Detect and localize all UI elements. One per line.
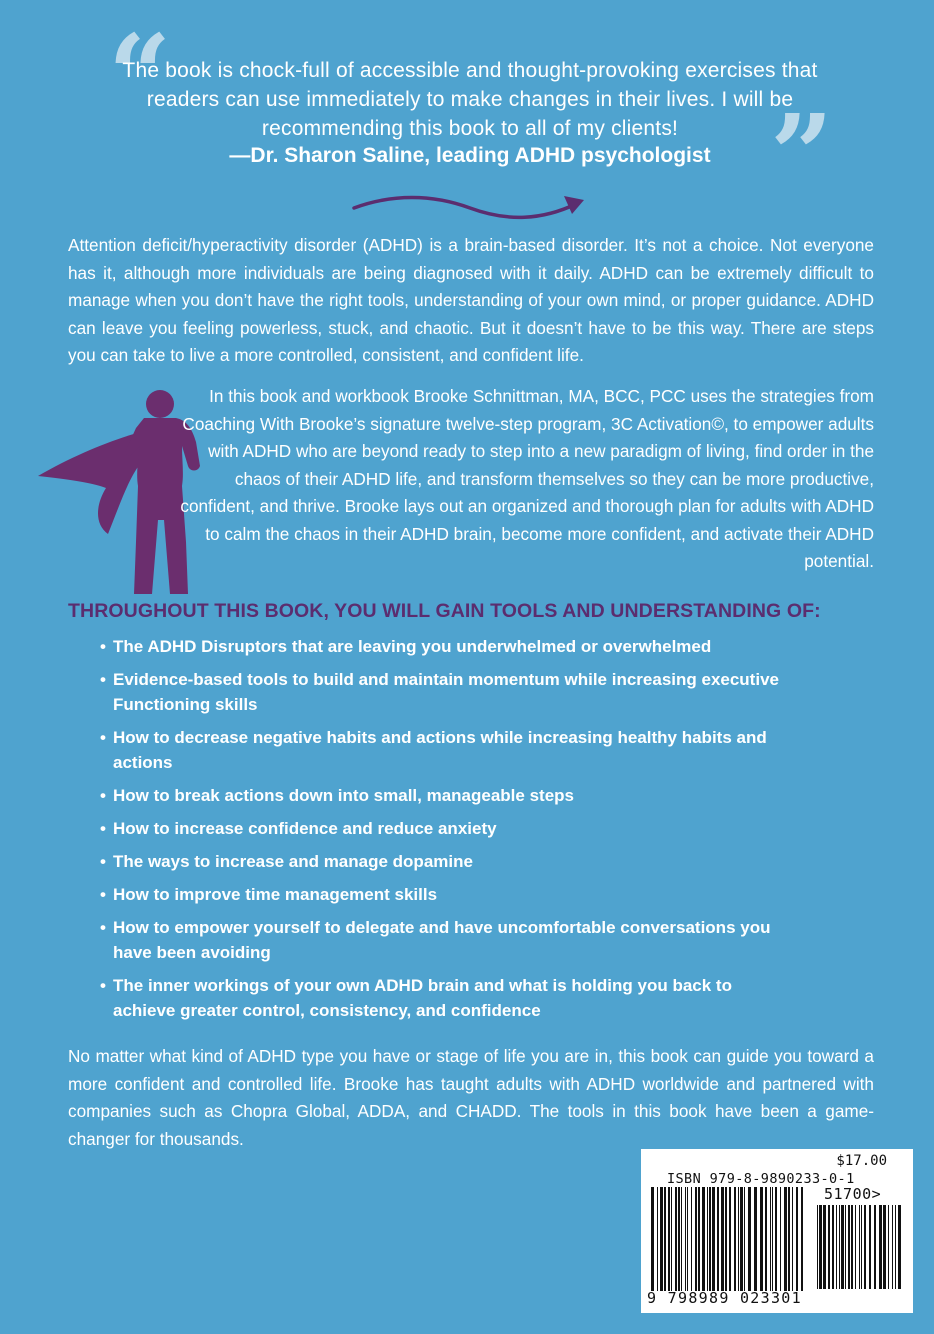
barcode-stripe	[792, 1187, 793, 1291]
barcode-stripe	[691, 1187, 692, 1291]
barcode-stripe	[817, 1205, 818, 1289]
barcode-stripe	[892, 1205, 893, 1289]
barcode-stripe	[848, 1205, 850, 1289]
bullet-dot-icon: •	[100, 885, 106, 904]
list-item-text: How to increase confidence and reduce anxiety	[113, 819, 497, 838]
list-item	[100, 849, 780, 874]
list-item-text: How to break actions down into small, manageable steps	[113, 786, 574, 805]
closing-paragraph: No matter what kind of ADHD type you have or stage of life you are in, this book can guide you toward a more confident and controlled life. Brooke has taught adults with ADHD worldwide and partnered with companies such as Chopra Global, ADDA, and CHADD. The tools in this book have been a game-changer for thousands.	[68, 1046, 874, 1149]
benefits-list	[100, 634, 780, 1031]
barcode-stripe	[823, 1205, 826, 1289]
list-item	[100, 725, 780, 775]
barcode-stripe	[869, 1205, 871, 1289]
barcode-stripe	[836, 1205, 837, 1289]
list-item-text: The ADHD Disruptors that are leaving you underwhelmed or overwhelmed	[113, 637, 712, 656]
list-item-text: How to decrease negative habits and actions while increasing healthy habits and actions	[113, 728, 767, 772]
intro-paragraph: Attention deficit/hyperactivity disorder (ADHD) is a brain-based disorder. It’s not a choice. Not everyone has it, although more individuals are being diagnosed with it daily. ADHD can be extremely difficult to manage when you don’t have the right tools, understanding of your own mind, or proper guidance. ADHD can leave you feeling powerless, stuck, and chaotic. But it doesn’t have to be this way. There are steps you can take to live a more controlled, consistent, and confident life.	[68, 235, 874, 365]
barcode-stripe	[832, 1205, 834, 1289]
bullet-dot-icon: •	[100, 819, 106, 838]
list-item	[100, 783, 780, 808]
section-heading: THROUGHOUT THIS BOOK, YOU WILL GAIN TOOLS AND UNDERSTANDING OF:	[68, 600, 821, 622]
bullet-dot-icon: •	[100, 637, 106, 656]
barcode-stripe	[861, 1205, 862, 1289]
barcode-stripe	[819, 1205, 822, 1289]
barcode-stripe	[685, 1187, 686, 1291]
open-quote-icon: “	[108, 10, 172, 139]
barcode-stripe	[859, 1205, 860, 1289]
barcode-stripe	[671, 1187, 672, 1291]
bullet-dot-icon: •	[100, 728, 106, 747]
barcode-stripe	[657, 1187, 658, 1291]
endorsement-quote: The book is chock-full of accessible and thought-provoking exercises that readers can use immediately to make changes in their lives. I will be recommending this book to all of my clients!	[122, 59, 818, 140]
list-item	[100, 816, 780, 841]
barcode-stripe	[879, 1205, 882, 1289]
barcode-stripe	[788, 1187, 790, 1291]
barcode-stripe	[712, 1187, 715, 1291]
price-barcode	[815, 1205, 905, 1289]
price-label: $17.00	[836, 1153, 887, 1169]
list-item-text: The inner workings of your own ADHD brain and what is holding you back to achieve greater control, consistency, and confidence	[113, 976, 732, 1020]
barcode-stripe	[651, 1187, 654, 1291]
barcode-stripe	[707, 1187, 708, 1291]
supplement-code: 51700>	[824, 1185, 882, 1203]
barcode-stripe	[729, 1187, 731, 1291]
barcode-stripe	[734, 1187, 736, 1291]
barcode-stripe	[660, 1187, 663, 1291]
list-item	[100, 915, 780, 965]
barcode-stripe	[888, 1205, 889, 1289]
close-quote-icon: ”	[770, 90, 834, 219]
barcode-stripe	[841, 1205, 844, 1289]
barcode-stripe	[709, 1187, 711, 1291]
barcode-stripe	[874, 1205, 876, 1289]
barcode-stripe	[765, 1187, 767, 1291]
barcode-stripe	[675, 1187, 677, 1291]
barcode-stripe	[754, 1187, 757, 1291]
barcode-stripe	[855, 1205, 856, 1289]
list-item-text: Evidence-based tools to build and maintain momentum while increasing executive Functioning skills	[113, 670, 779, 714]
author-paragraph: In this book and workbook Brooke Schnittman, MA, BCC, PCC uses the strategies from Coaching With Brooke’s signature twelve-step program, 3C Activation©, to empower adults with ADHD who are beyond ready to step into a new paradigm of living, find order in the chaos of their ADHD life, and transform themselves so they can be more productive, confident, and thrive. Brooke lays out an organized and thorough plan for adults with ADHD to calm the chaos in their ADHD brain, become more confident, and activate their ADHD potential.	[180, 386, 874, 571]
list-item	[100, 882, 780, 907]
barcode-stripe	[698, 1187, 700, 1291]
barcode-stripe	[748, 1187, 751, 1291]
barcode-stripe	[851, 1205, 853, 1289]
barcode-stripe	[760, 1187, 763, 1291]
barcode-stripe	[721, 1187, 724, 1291]
bullet-dot-icon: •	[100, 786, 106, 805]
barcode-stripe	[664, 1187, 666, 1291]
barcode-stripe	[695, 1187, 697, 1291]
list-item-text: How to empower yourself to delegate and have uncomfortable conversations you have been avoiding	[113, 918, 771, 962]
bullet-dot-icon: •	[100, 918, 106, 937]
bullet-dot-icon: •	[100, 670, 106, 689]
barcode-stripe	[780, 1187, 781, 1291]
list-item-text: The ways to increase and manage dopamine	[113, 852, 473, 871]
isbn-digits: 9 798989 023301	[647, 1289, 802, 1307]
barcode-stripe	[738, 1187, 739, 1291]
list-item	[100, 973, 780, 1023]
list-item	[100, 667, 780, 717]
list-item	[100, 634, 780, 659]
barcode-stripe	[668, 1187, 670, 1291]
bullet-dot-icon: •	[100, 852, 106, 871]
bullet-dot-icon: •	[100, 976, 106, 995]
barcode-stripe	[744, 1187, 745, 1291]
endorsement-attribution: —Dr. Sharon Saline, leading ADHD psychologist	[229, 144, 711, 167]
barcode-stripe	[864, 1205, 866, 1289]
swoosh-arrow-icon	[352, 190, 588, 222]
barcode-stripe	[725, 1187, 727, 1291]
barcode-stripe	[702, 1187, 705, 1291]
barcode-stripe	[717, 1187, 719, 1291]
barcode-stripe	[796, 1187, 798, 1291]
list-item-text: How to improve time management skills	[113, 885, 438, 904]
barcode-stripe	[770, 1187, 771, 1291]
barcode-stripe	[784, 1187, 787, 1291]
barcode-stripe	[681, 1187, 682, 1291]
barcode-stripe	[678, 1187, 680, 1291]
barcode-stripe	[883, 1205, 886, 1289]
barcode-stripe	[845, 1205, 846, 1289]
barcode-stripe	[801, 1187, 803, 1291]
isbn-barcode	[649, 1187, 809, 1291]
barcode-box	[641, 1149, 913, 1313]
barcode-stripe	[772, 1187, 773, 1291]
barcode-stripe	[895, 1205, 896, 1289]
barcode-stripe	[898, 1205, 901, 1289]
barcode-stripe	[828, 1205, 830, 1289]
barcode-stripe	[775, 1187, 777, 1291]
barcode-stripe	[839, 1205, 840, 1289]
barcode-stripe	[740, 1187, 743, 1291]
isbn-label: ISBN 979-8-9890233-0-1	[667, 1171, 855, 1187]
barcode-stripe	[687, 1187, 688, 1291]
